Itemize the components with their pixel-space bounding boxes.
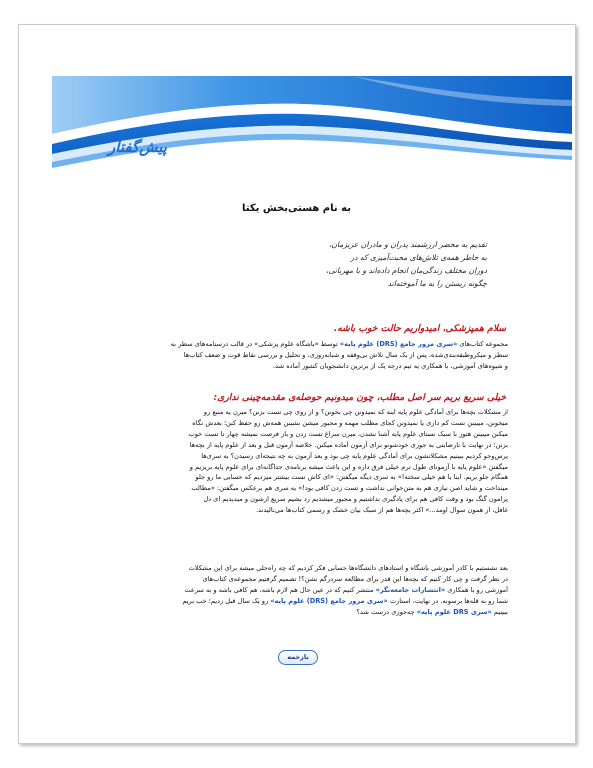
text-run: مجموعه کتاب‌های — [457, 340, 508, 348]
paragraph-line: پرامون گنگ بود و وقت کافی هم برای یادگیری نداشتیم و مجبور میشدیم رد بشیم سریع ازشون و میدیدیم ای دل — [203, 495, 508, 504]
section-heading: خیلی سریع بریم سر اصل مطلب، چون میدونیم حوصله‌ی مقدمه‌چینی نداری: — [213, 392, 506, 403]
text-run: توسط «باشگاه علوم پزشکی» در قالب درسنامه‌های سطر به — [170, 340, 340, 348]
highlighted-book-title: «سری مرور جامع (DRS) علوم پایه» — [270, 596, 388, 605]
paragraph-line — [86, 574, 508, 585]
paragraph-line: میگفتن «علوم پایه با آزمونای طول ترم خیلی فرق داره و این باعث میشه برنامه‌ی جداگانه‌ای برای علوم پایه بریزیم و — [189, 462, 508, 471]
text-run: سطر و میکروطبقه‌بندی‌شده، پس از یک سال تلاش بی‌وقفه و شبانه‌روزی، و تحلیل و بررسی نقاط قوت و ضعف کتاب‌ها — [183, 350, 508, 359]
highlighted-book-title: «انتشارات جامعه‌نگر» — [375, 585, 446, 594]
greeting-heading: سلام همپزشکی، امیدواریم حالت خوب باشه. — [333, 323, 506, 334]
paragraph-line — [86, 563, 508, 574]
body-paragraph-1 — [86, 407, 508, 516]
paragraph-line: غافل، از همون سوال اومد...» اکثر بچه‌ها هم از سبک بیان خشک و رسمی کتاب‌ها می‌نالیدند. — [256, 506, 508, 515]
text-run: رو یک سال قبل زدیم؛ خب بریم — [182, 596, 271, 605]
paragraph-line: از مشکلات بچه‌ها برای آمادگی علوم پایه اینه که نمیدونن چی بخونن؟ و از روی چی تست بزنن؟ میرن یه منبع رو — [203, 408, 508, 416]
next-page-button[interactable]: بازخمه — [278, 650, 318, 665]
highlighted-book-title: «سری مرور جامع (DRS) علوم پایه» — [339, 340, 458, 348]
paragraph-line — [86, 596, 508, 607]
paragraph-line — [86, 350, 508, 361]
dedication-line: تقدیم به محضر ارزشمند پدران و مادران عزیز‌مان، — [328, 240, 487, 249]
paragraph-line — [86, 585, 508, 596]
paragraph-line: همگام جلو بریم. اینا یا هم خیلی سخته!» به سری دیگه میگفتن: «ای کاش تست بیشتر میزدیم که حسابی ما رو جلو — [195, 473, 508, 482]
text-run: شما رو به قله‌ها برسونه. در نهایت، استارت — [387, 596, 508, 605]
paragraph-line: میکنن میبینن هنوز با سبک تستای علوم پایه آشنا نشدن، میرن سراغ تست زدن و باز فرصت نمیشه چهار تا تست خوب — [188, 429, 508, 438]
intro-paragraph — [86, 339, 508, 372]
body-paragraph-2 — [86, 563, 508, 618]
dedication-line: به خاطر همه‌ی تلاش‌های محبت‌آمیزی که در — [350, 253, 487, 262]
page-title: پیش‌گفتار — [108, 138, 167, 156]
paragraph-line — [86, 339, 508, 350]
dedication-line: دوران مختلف زندگی‌مان انجام داده‌اند و با مهربانی، — [326, 266, 487, 275]
text-run: چه‌جوری درست شد؟ — [356, 607, 417, 616]
banner-wave-graphic — [52, 76, 572, 188]
paragraph-line: پرس‌وجو کردیم ببینیم مشکلاتشون برای آمادگی علوم پایه چی بود و بعد آزمون به چه نتیجه‌ای رسیدن؟ به سری‌ها — [201, 451, 508, 460]
dedication-text — [257, 238, 487, 290]
bismillah-heading: به نام هستی‌بخش یکتا — [242, 203, 351, 214]
paragraph-line — [86, 361, 508, 372]
text-run: در نظر گرفت و چی کار کنیم که بچه‌ها این قدر برای مطالعه سردرگم نشن؟! تصمیم گرفتیم مجموعه‌ی کتاب‌های — [202, 574, 508, 583]
highlighted-book-title: «سری DRS علوم پایه» — [416, 607, 492, 616]
text-run: آموزشی رو با همکاری — [445, 585, 508, 594]
paragraph-line: مینداخت و شاید اصن نیازی هم به متن‌خوانی نداشت و تست زدن کافی بود!» یه سری هم برعکس میگفتن: «مطالب — [191, 484, 508, 493]
paragraph-line: بزنن؛ در نهایت با نارضایتی به جوری خودشونو برای آزمون آماده میکنن. خلاصه آزمون قبل و بعد از علوم پایه از بچه‌ها — [189, 440, 508, 449]
dedication-line: چگونه زیستن را به ما آموخته‌اند — [387, 279, 487, 288]
paragraph-line: میخونن، میبینن تست کم داری یا نمیدونن کجای مطلب مهمه و مجبور میشن بشینن همه‌ش رو حفظ کنن؛ بعدش نگاه — [192, 418, 508, 427]
text-run: ببینیم — [491, 607, 508, 616]
text-run: بعد نشستیم با کادر آموزشی باشگاه و استادهای دانشگاه‌ها حسابی فکر کردیم که چه راه‌حلی میشه برای این مشکلات — [188, 564, 508, 572]
paragraph-line — [86, 607, 508, 618]
text-run: و شیوه‌های آموزشی، با همکاری یه تیم درجه یک از برترین دانشجویان کشور آماده شد. — [273, 361, 508, 370]
text-run: منتشر کنیم که در عین حال هم لازم باشه، هم کافی باشه و به سرعت — [184, 585, 376, 594]
header-banner — [52, 76, 572, 188]
